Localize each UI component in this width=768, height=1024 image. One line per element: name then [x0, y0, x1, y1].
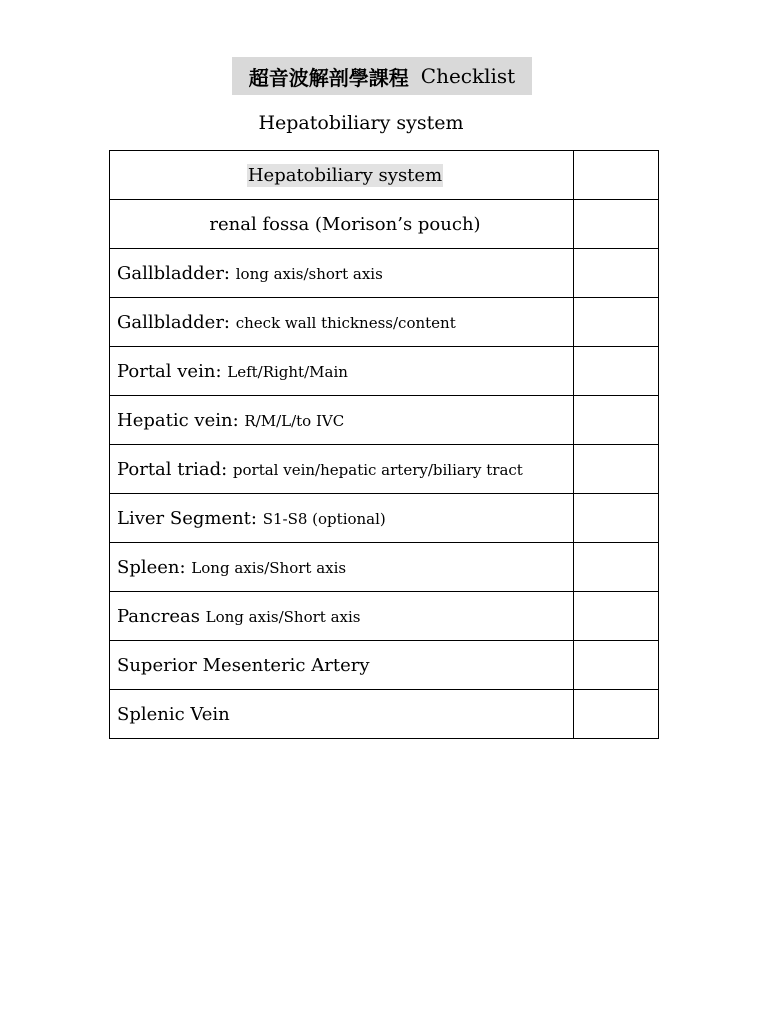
title-chinese: 超音波解剖學課程 [248, 65, 409, 90]
row-main-label: Spleen: [117, 556, 192, 578]
row-main-label: Gallbladder: [117, 311, 236, 333]
table-row [110, 494, 659, 543]
row-main-label: Splenic Vein [117, 703, 230, 725]
check-cell[interactable] [574, 592, 659, 641]
check-cell[interactable] [574, 200, 659, 249]
table-header-row [110, 151, 659, 200]
table-row [110, 690, 659, 739]
row-label-cell [110, 347, 574, 396]
check-cell[interactable] [574, 396, 659, 445]
check-cell[interactable] [574, 543, 659, 592]
row-detail: check wall thickness/content [235, 313, 456, 332]
row-main-label: Portal vein: [117, 360, 228, 382]
table-row [110, 641, 659, 690]
row-main-label: Superior Mesenteric Artery [117, 654, 370, 676]
row-main-label: Pancreas [117, 605, 206, 627]
row-main-label: Liver Segment: [117, 507, 263, 529]
check-cell[interactable] [574, 151, 659, 200]
row-detail: S1-S8 (optional) [262, 509, 386, 528]
table-row [110, 298, 659, 347]
checklist-table [109, 150, 659, 739]
table-row [110, 592, 659, 641]
row-label-cell [110, 641, 574, 690]
table-row [110, 396, 659, 445]
check-cell[interactable] [574, 249, 659, 298]
header-cell [110, 151, 574, 200]
row-detail: Long axis/Short axis [205, 607, 361, 626]
row-detail: Left/Right/Main [227, 362, 348, 381]
check-cell[interactable] [574, 347, 659, 396]
table-row [110, 543, 659, 592]
check-cell[interactable] [574, 298, 659, 347]
row-label-cell [110, 298, 574, 347]
row-main-label: Gallbladder: [117, 262, 236, 284]
row-detail: R/M/L/to IVC [244, 411, 345, 430]
row-label-cell [110, 445, 574, 494]
subheader-cell [110, 200, 574, 249]
check-cell[interactable] [574, 690, 659, 739]
table-row [110, 347, 659, 396]
row-label-cell [110, 396, 574, 445]
table-subheader-label: renal fossa (Morison’s pouch) [209, 213, 481, 235]
check-cell[interactable] [574, 641, 659, 690]
document-title [232, 57, 532, 95]
row-detail: Long axis/Short axis [191, 558, 347, 577]
table-header-label: Hepatobiliary system [247, 164, 443, 186]
row-detail: long axis/short axis [235, 264, 383, 283]
check-cell[interactable] [574, 445, 659, 494]
row-detail: portal vein/hepatic artery/biliary tract [232, 460, 523, 479]
row-label-cell [110, 543, 574, 592]
row-label-cell [110, 494, 574, 543]
table-row [110, 445, 659, 494]
row-label-cell [110, 690, 574, 739]
row-main-label: Hepatic vein: [117, 409, 245, 431]
row-main-label: Portal triad: [117, 458, 233, 480]
document-subtitle: Hepatobiliary system [258, 112, 464, 134]
table-row [110, 249, 659, 298]
table-subheader-row [110, 200, 659, 249]
title-checklist: Checklist [420, 64, 516, 88]
row-label-cell [110, 592, 574, 641]
row-label-cell [110, 249, 574, 298]
check-cell[interactable] [574, 494, 659, 543]
